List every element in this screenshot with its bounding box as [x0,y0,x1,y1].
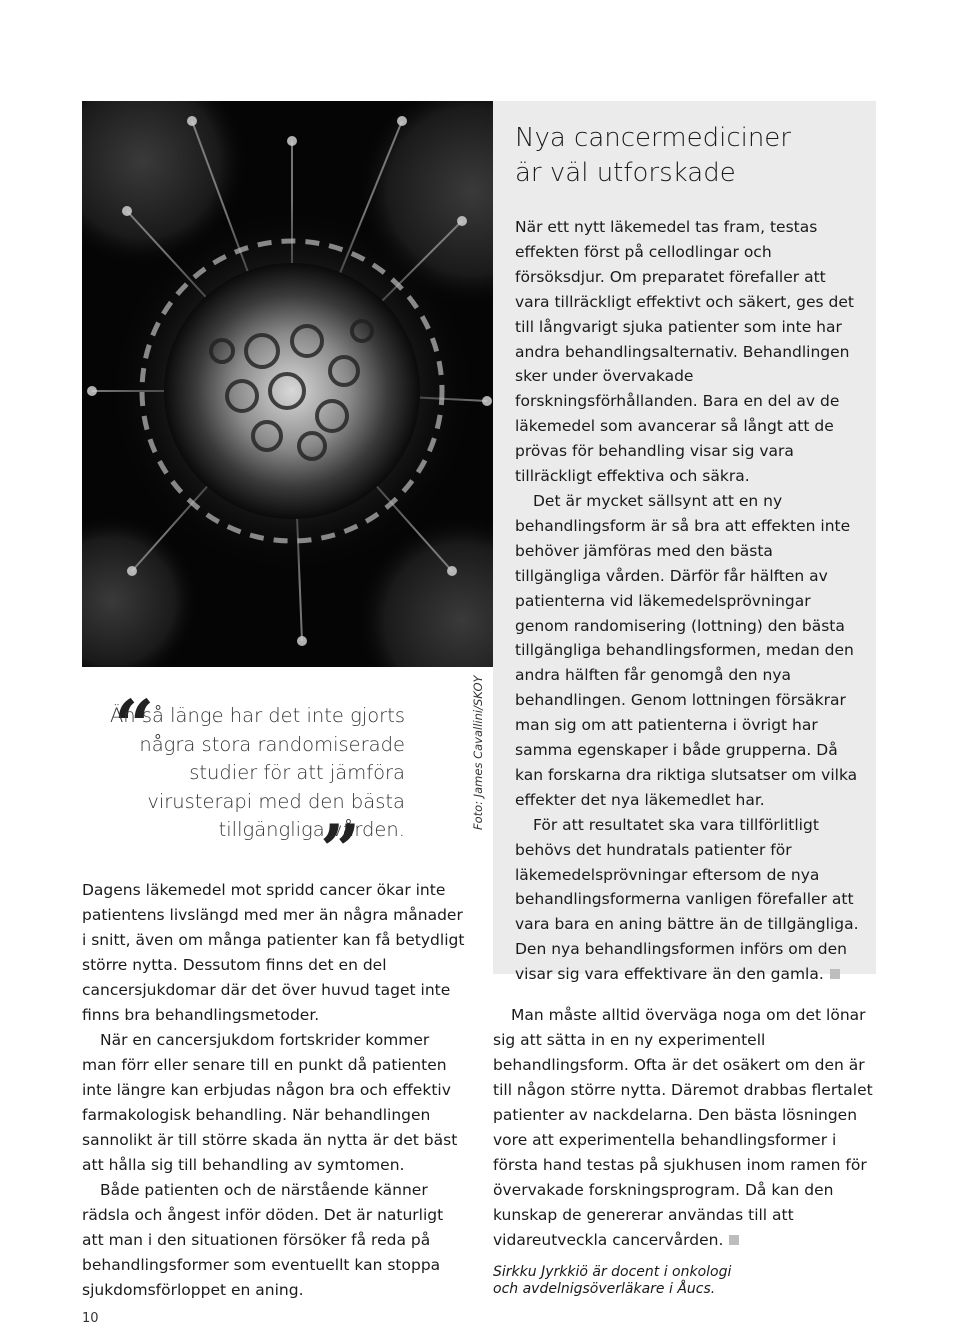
left-column [82,878,467,1303]
sidebar-box [493,101,876,984]
author-note [493,1264,878,1298]
sidebar-title-line-1: Nya cancermediciner [515,123,791,153]
author-line-1: Sirkku Jyrkkiö är docent i onkologi [493,1264,732,1280]
left-paragraph-1: Dagens läkemedel mot spridd cancer ökar inte patientens livslängd med mer än några månader i snitt, även om många patienter kan få betydligt större nytta. Dessutom finns det en del cancersjukdomar där det över huvud taget inte finns bra behandlingsmetoder. [82,881,465,1024]
sidebar-title [515,121,865,191]
virus-photo [82,101,493,667]
right-column [493,1003,878,1253]
quote-close-mark: ” [320,809,361,892]
sidebar-paragraph-2: Det är mycket sällsynt att en ny behandlingsform är så bra att effekten inte behöver jämföras med den bästa tillgängliga vården. Därför får hälften av patienterna vid läkemedelsprövningar genom randomisering (lottning) den bästa tillgängliga behandlingsformen, medan den andra hälften får genomgå den nya behandlingen. Genom lottningen försäkrar man sig om att patienterna i övrigt har samma egenskaper i både grupperna. Då kan forskarna dra riktiga slutsatser om vilka effekter det nya läkemedlet har. [515,491,858,809]
virus-illustration [82,101,493,667]
sidebar-body [515,215,861,987]
sidebar-paragraph-1: När ett nytt läkemedel tas fram, testas effekten först på cellodlingar och försöksdjur. Om preparatet förefaller att vara tillräckligt effektivt och säkert, ges det till långvarigt sjuka patienter som inte har andra behandlingsalternativ. Behandlingen sker under övervakade forskningsförhållanden. Bara en del av de läkemedel som avancerar så långt att de prövas för behandling visar sig vara tillräckligt effektiva och säkra. [515,218,855,486]
page-number: 10 [82,1311,99,1326]
sidebar-paragraph-3 [515,813,861,987]
end-mark-icon [729,1235,739,1245]
right-paragraph [493,1003,878,1253]
pull-quote-text: Än så länge har det inte gjorts några stora randomiserade studier för att jämföra virusterapi med den bästa tillgängliga vården. [109,704,405,841]
sidebar-paragraph-3-text: För att resultatet ska vara tillförlitligt behövs det hundratals patienter för läkemedelsprövningar eftersom de nya behandlingsformerna vanligen förefaller att vara bara en aning bättre än de tillgängliga. Den nya behandlingsformen införs om den visar sig vara effektivare än den gamla. [515,815,859,984]
left-paragraph-3: Både patienten och de närstående känner rädsla och ångest inför döden. Det är naturligt att man i den situationen försöker få reda på behandlingsformer som eventuellt kan stoppa sjukdomsförloppet en aning. [82,1181,444,1299]
quote-open-mark: “ [114,684,155,767]
right-paragraph-text: Man måste alltid överväga noga om det lönar sig att sätta in en ny experimentell behandlingsform. Ofta är det osäkert om den är till någon större nytta. Däremot drabbas flertalet patienter av nackdelarna. Den bästa lösningen vore att experimentella behandlingsformer i första hand testas på sjukhusen inom ramen för övervakade forskningsprogram. Då kan den kunskap de genererar användas till att vidareutveckla cancervården. [493,1006,873,1249]
pull-quote [100,684,435,892]
photo-credit: Foto: James Cavallini/SKOY [471,675,485,830]
author-line-2: och avdelnigsöverläkare i Åucs. [493,1281,716,1297]
sidebar-title-line-2: är väl utforskade [515,158,736,188]
left-paragraph-2: När en cancersjukdom fortskrider kommer man förr eller senare till en punkt då patienten inte längre kan erbjudas någon bra och effektiv farmakologisk behandling. När behandlingen sannolikt är till större skada än nytta är det bäst att hålla sig till behandling av symtomen. [82,1031,458,1174]
end-mark-icon [830,969,840,979]
